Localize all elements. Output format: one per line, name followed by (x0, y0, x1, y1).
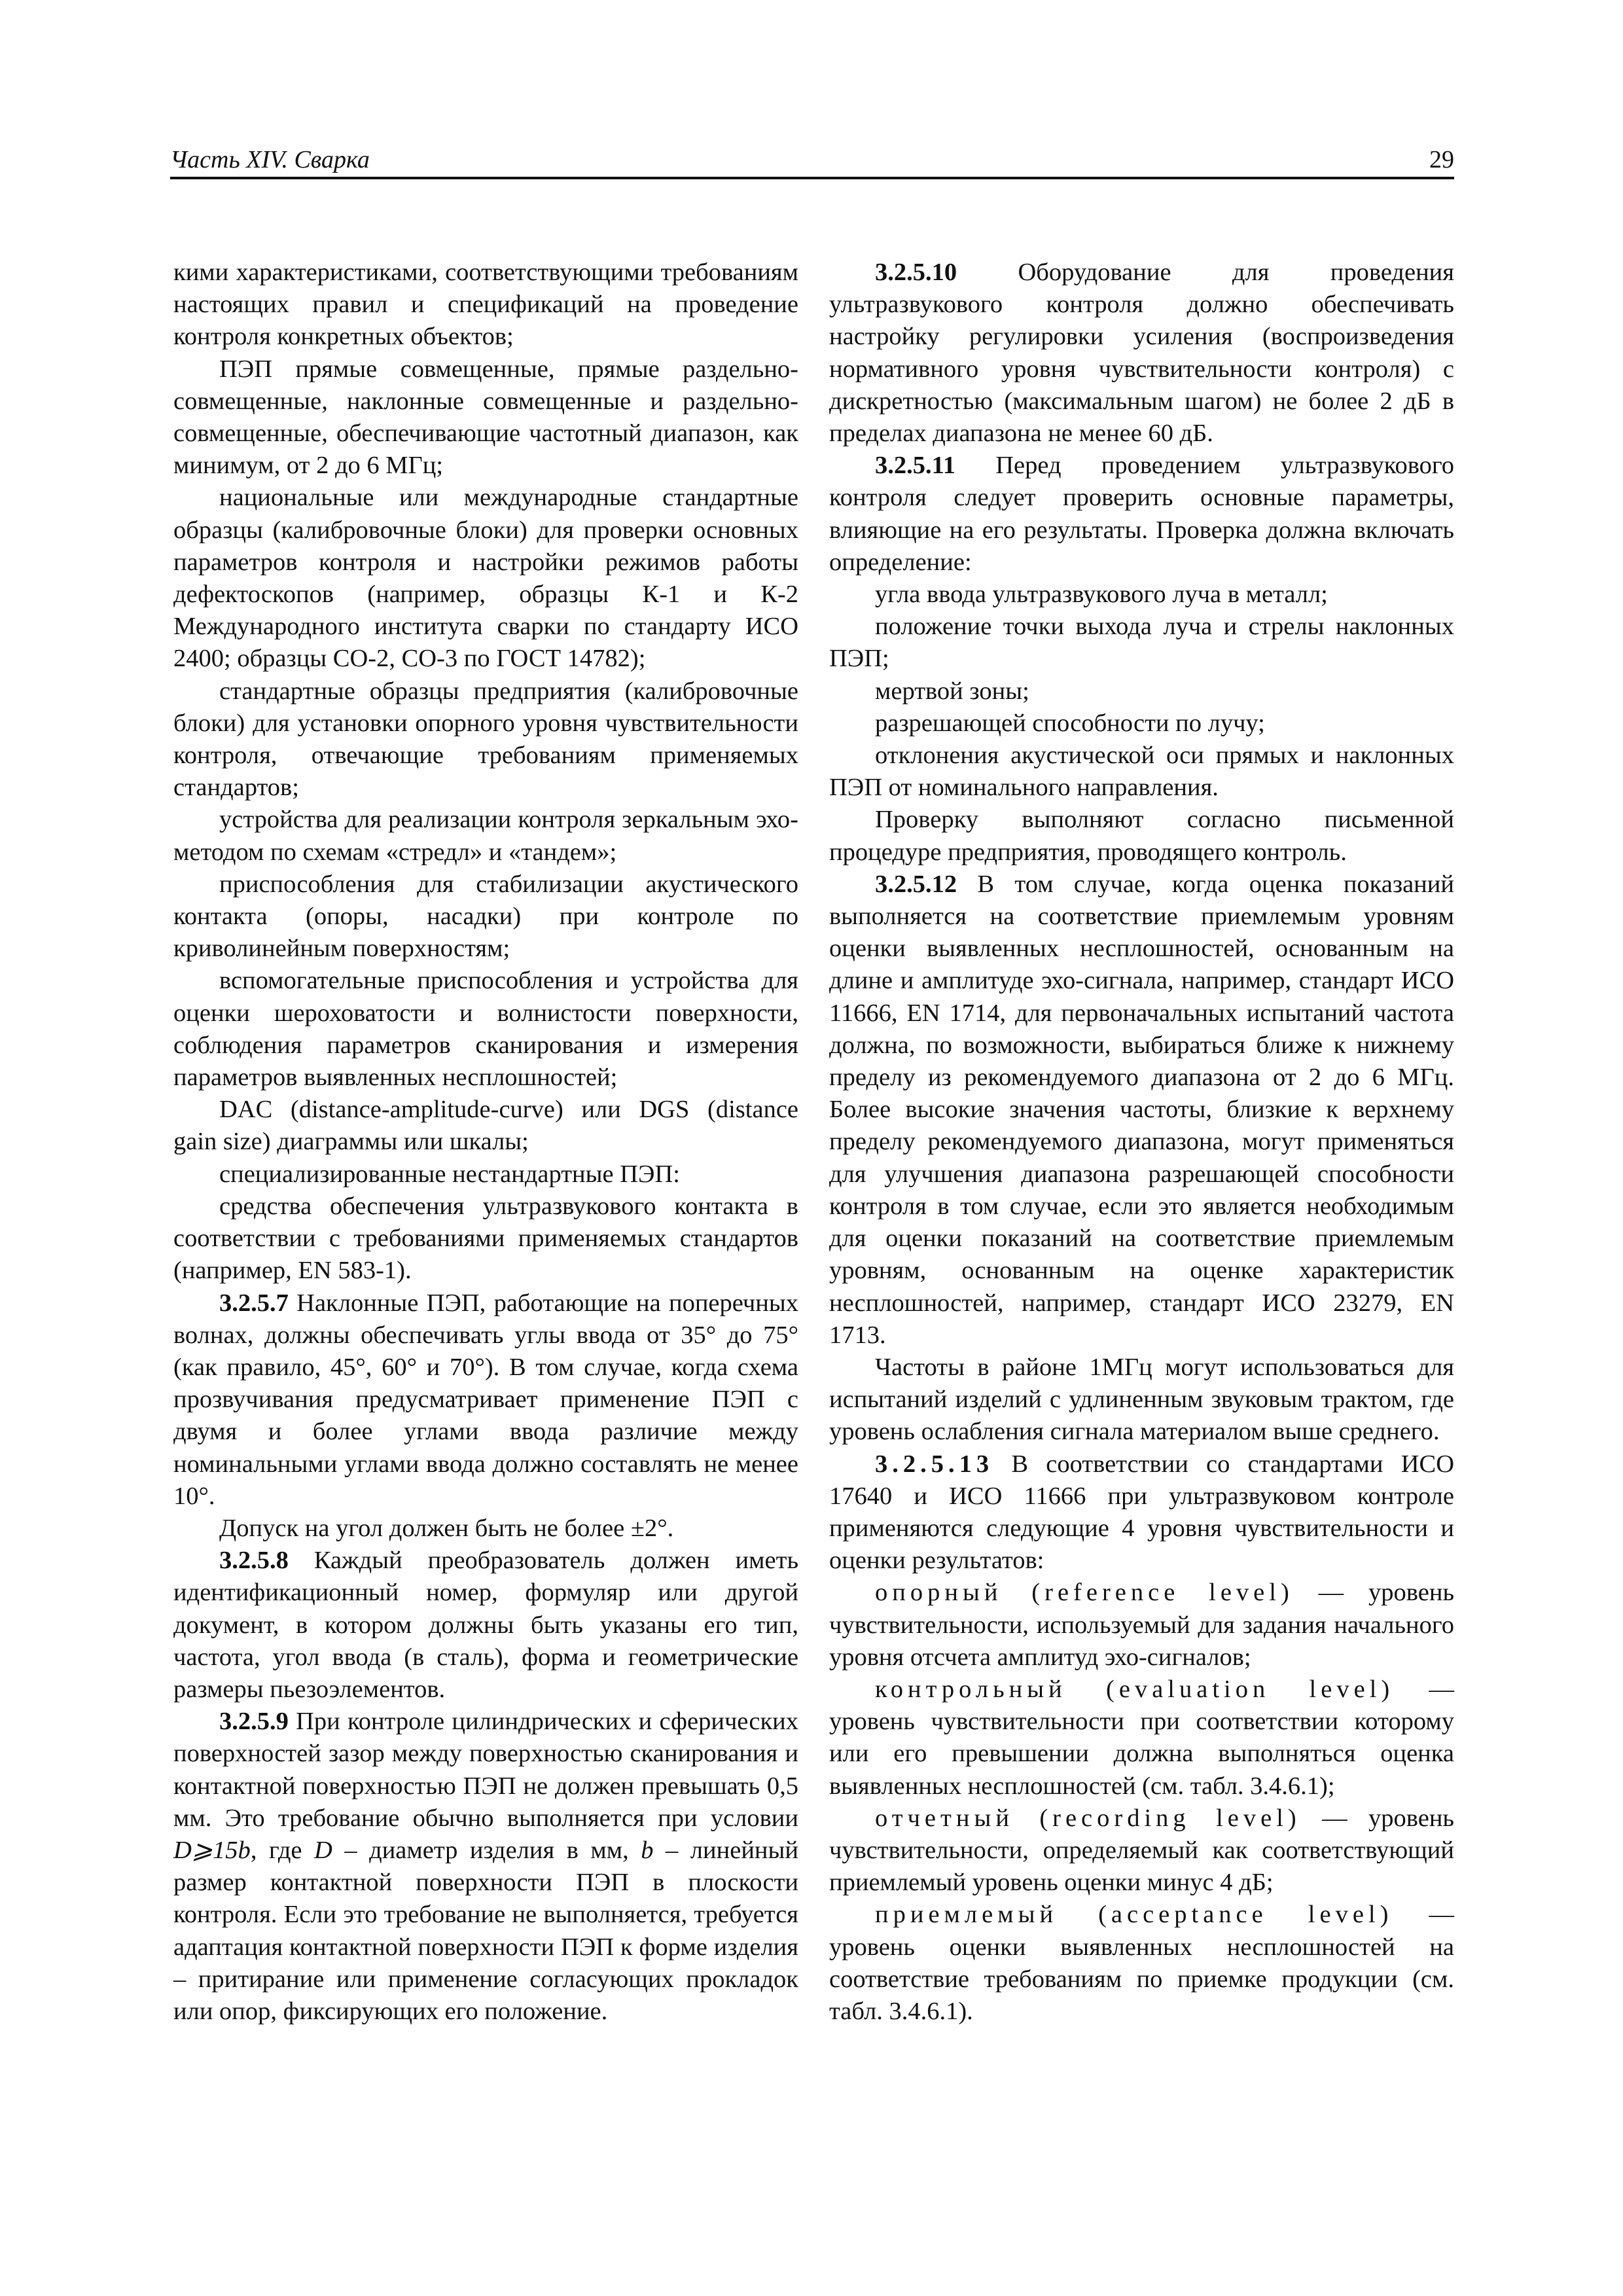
clause-text: Оборудование для проведения ультразвукового контроля должно обеспечивать настройку регулировки усиления (воспроизведения нормативного уровня чувствительности контроля) с дискретностью (максимальным шагом) не более 2 дБ в пределах диапазона не менее 60 дБ. (829, 259, 1454, 448)
formula-var: D (314, 1836, 332, 1864)
clause-text: В том случае, когда оценка показаний выполняется на соответствие приемлемым уровням оценки выявленных несплошностей, основанным на длине и амплитуде эхо-сигнала, например, стандарт ИСО 11666, EN 1714, для первоначальных испытаний частота должна, по возможности, выбираться ближе к нижнему пределу из рекомендуемого диапазона от 2 до 6 МГц. Более высокие значения частоты, близкие к верхнему пределу рекомендуемого диапазона, могут применяться для улучшения диапазона разрешающей способности контроля в том случае, если это является необходимым для оценки показаний на соответствие приемлемым уровням, основанным на оценке характеристик несплошностей, например, стандарт ИСО 23279, EN 1713. (829, 870, 1454, 1349)
clause-3-2-5-10 (829, 257, 1454, 450)
paragraph: Частоты в районе 1МГц могут использоваться для испытаний изделий с удлиненным звуковым трактом, где уровень ослабления сигнала материалом выше среднего. (829, 1353, 1454, 1446)
paragraph: средства обеспечения ультразвукового контакта в соответствии с требованиями применяемых стандартов (например, EN 583-1). (173, 1192, 798, 1285)
clause-text: Наклонные ПЭП, работающие на поперечных волнах, должны обеспечивать углы ввода от 35° до 75° (как правило, 45°, 60° и 70°). В том случае, когда схема прозвучивания предусматривает применение ПЭП с двумя и более углами ввода различие между номинальными углами ввода должно составлять не менее 10°. (173, 1289, 798, 1510)
paragraph: разрешающей способности по лучу; (875, 709, 1265, 737)
header-rule (170, 177, 1454, 179)
clause-text: При контроле цилиндрических и сферических поверхностей зазор между поверхностью сканирования и контактной поверхностью ПЭП не должен превышать 0,5 мм. Это требование обычно выполняется при условии (173, 1708, 798, 1832)
paragraph: DAC (distance-amplitude-curve) или DGS (distance gain size) диаграммы или шкалы; (173, 1096, 798, 1156)
paragraph: отклонения акустической оси прямых и наклонных ПЭП от номинального направления. (829, 742, 1454, 802)
paragraph: национальные или международные стандартные образцы (калибровочные блоки) для проверки основных параметров контроля и настройки режимов работы дефектоскопов (например, образцы К-1 и К-2 Международного института сварки по стандарту ИСО 2400; образцы СО-2, СО-3 по ГОСТ 14782); (173, 484, 798, 673)
paragraph: ПЭП прямые совмещенные, прямые раздельно-совмещенные, наклонные совмещенные и раздельно-совмещенные, обеспечивающие частотный диапазон, как минимум, от 2 до 6 МГц; (173, 355, 798, 480)
clause-3-2-5-7 (173, 1287, 798, 1513)
running-header (170, 145, 1454, 178)
clause-number: 3.2.5.12 (875, 870, 957, 898)
clause-3-2-5-13 (829, 1448, 1454, 1577)
paragraph: стандартные образцы предприятия (калибровочные блоки) для установки опорного уровня чувствительности контроля, отвечающие требованиям применяемых стандартов; (173, 677, 798, 802)
right-column (829, 257, 1454, 2028)
definition: — уровень чувствительности, определяемый как соответствующий приемлемый уровень оценки минус 4 дБ; (829, 1804, 1454, 1897)
clause-text: В соответствии со стандартами ИСО 17640 и ИСО 11666 при ультразвуковом контроле применяются следующие 4 уровня чувствительности и оценки результатов: (829, 1450, 1454, 1575)
formula-var: b (641, 1836, 654, 1864)
definition: — уровень чувствительности, используемый для задания начального уровня отсчета амплитуд эхо-сигналов; (829, 1579, 1454, 1671)
paragraph: Допуск на угол должен быть не более ±2°. (219, 1514, 674, 1542)
term: опорный (reference level) (875, 1579, 1294, 1607)
clause-text: , где (250, 1836, 315, 1864)
term: контрольный (evaluation level) (875, 1675, 1395, 1703)
clause-number: 3.2.5.10 (875, 259, 957, 286)
clause-3-2-5-11 (829, 450, 1454, 579)
clause-number: 3.2.5.8 (219, 1547, 289, 1575)
page-number: 29 (1429, 146, 1454, 173)
level-recording (829, 1803, 1454, 1899)
running-header-title: Часть XIV. Сварка (170, 146, 370, 173)
level-acceptance (829, 1899, 1454, 2028)
clause-number: 3.2.5.7 (219, 1289, 289, 1317)
term: приемлемый (acceptance level) (875, 1901, 1393, 1929)
paragraph: устройства для реализации контроля зеркальным эхо-методом по схемам «стредл» и «тандем»; (173, 806, 798, 866)
clause-number: 3.2.5.13 (875, 1450, 994, 1478)
level-evaluation (829, 1674, 1454, 1803)
paragraph: мертвой зоны; (875, 677, 1029, 705)
formula: D⩾15b (173, 1836, 251, 1864)
paragraph: специализированные нестандартные ПЭП: (219, 1160, 680, 1188)
paragraph: вспомогательные приспособления и устройства для оценки шероховатости и волнистости поверхности, соблюдения параметров сканирования и измерения параметров выявленных несплошностей; (173, 967, 798, 1092)
clause-text: Перед проведением ультразвукового контроля следует проверить основные параметры, влияющие на его результаты. Проверка должна включать определение: (829, 452, 1454, 576)
clause-number: 3.2.5.11 (875, 452, 956, 480)
clause-3-2-5-8 (173, 1545, 798, 1706)
clause-text: – линейный размер контактной поверхности ПЭП в плоскости контроля. Если это требование не выполняется, требуется адаптация контактной поверхности ПЭП к форме изделия – притирание или применение согласующих прокладок или опор, фиксирующих его положение. (173, 1836, 798, 2025)
clause-3-2-5-9 (173, 1706, 798, 2028)
clause-number: 3.2.5.9 (219, 1708, 289, 1736)
definition: — уровень оценки выявленных несплошностей на соответствие требованиям по приемке продукции (см. табл. 3.4.6.1). (829, 1901, 1454, 2025)
clause-text: Каждый преобразователь должен иметь идентификационный номер, формуляр или другой документ, в котором должны быть указаны его тип, частота, угол ввода (в сталь), форма и геометрические размеры пьезоэлементов. (173, 1547, 798, 1703)
left-column (173, 257, 798, 2028)
paragraph: положение точки выхода луча и стрелы наклонных ПЭП; (829, 613, 1454, 673)
paragraph: Проверку выполняют согласно письменной процедуре предприятия, проводящего контроль. (829, 806, 1454, 866)
paragraph: кими характеристиками, соответствующими требованиям настоящих правил и спецификаций на проведение контроля конкретных объектов; (173, 259, 798, 351)
clause-3-2-5-12 (829, 869, 1454, 1352)
clause-text: – диаметр изделия в мм, (332, 1836, 641, 1864)
level-reference (829, 1577, 1454, 1674)
term: отчетный (recording level) (875, 1804, 1301, 1832)
paragraph: приспособления для стабилизации акустического контакта (опоры, насадки) при контроле по криволинейным поверхностям; (173, 870, 798, 963)
paragraph: угла ввода ультразвукового луча в металл; (875, 581, 1328, 609)
definition: — уровень чувствительности при соответствии которому или его превышении должна выполняться оценка выявленных несплошностей (см. табл. 3.4.6.1); (829, 1675, 1454, 1800)
